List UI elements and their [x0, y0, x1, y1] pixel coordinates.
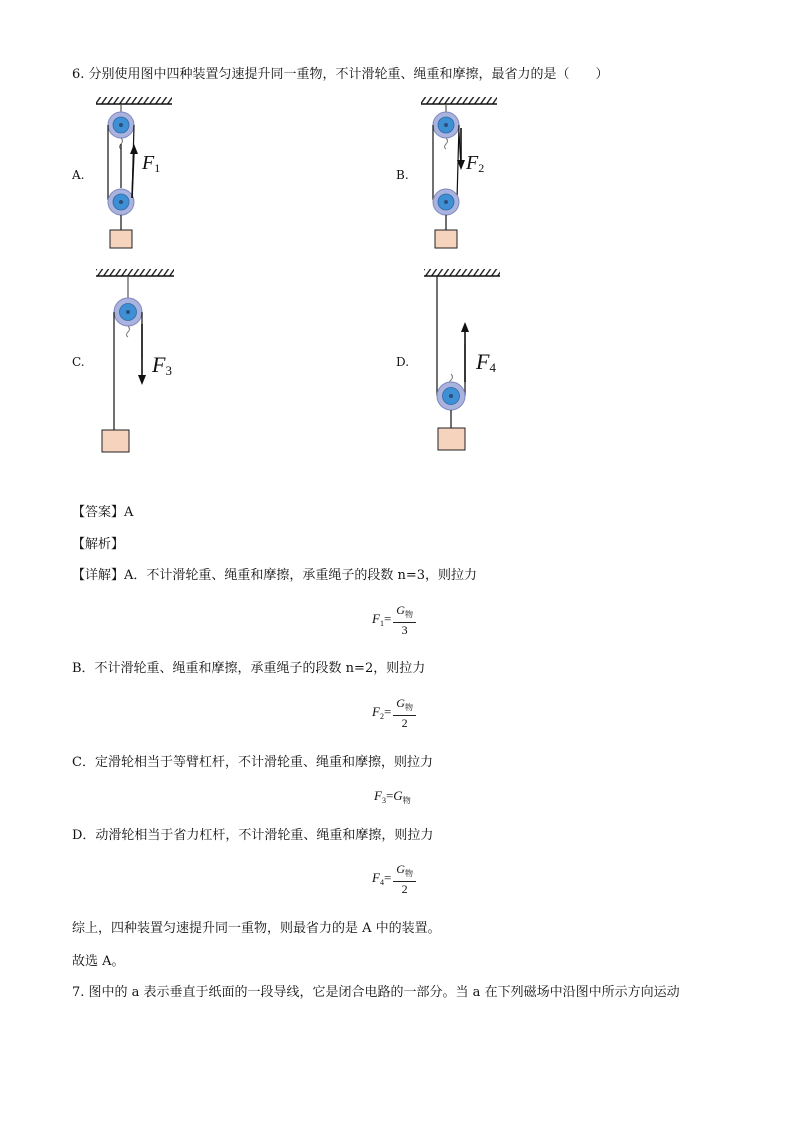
formula-f3-eq: = [385, 788, 394, 803]
formula-f1-fraction [393, 603, 416, 637]
formula-f3 [374, 788, 411, 806]
weight-a [110, 230, 132, 248]
figure-c-fixed-pulley [92, 264, 202, 456]
fixed-pulley-c [114, 298, 142, 326]
label-f2-sub: 2 [478, 161, 485, 175]
ceiling-c [96, 269, 174, 276]
fixed-pulley-b [433, 112, 459, 138]
detail-b-text: B．不计滑轮重、绳重和摩擦，承重绳子的段数 n=2，则拉力 [72, 661, 426, 676]
label-f3-letter: F [152, 352, 166, 377]
label-f1-sub: 1 [154, 161, 161, 175]
formula-f2-eq: = [383, 703, 392, 719]
movable-pulley-d [437, 382, 465, 410]
arrow-f4 [461, 322, 469, 382]
formula-f3-rhs-sub: 物 [402, 796, 411, 805]
formula-f2-num: G [396, 696, 405, 710]
label-f2-letter: F [466, 152, 479, 174]
formula-f2 [372, 696, 416, 730]
label-f1 [142, 152, 160, 176]
arrow-f1 [130, 144, 138, 198]
formula-f2-fraction [393, 696, 416, 730]
label-f3-sub: 3 [165, 363, 172, 378]
fixed-pulley-a [108, 112, 134, 138]
weight-c [102, 430, 129, 452]
formula-f1-num: G [396, 603, 405, 617]
formula-f1 [372, 603, 416, 637]
formula-f1-lhs: F [372, 610, 380, 626]
formula-f2-lhs: F [372, 703, 380, 719]
formula-f4 [372, 862, 416, 896]
ceiling-b [421, 97, 497, 104]
ceiling-a [96, 97, 172, 104]
summary-text: 综上，四种装置匀速提升同一重物，则最省力的是 A 中的装置。 [72, 921, 441, 936]
detail-a-text: 【详解】A．不计滑轮重、绳重和摩擦，承重绳子的段数 n=3，则拉力 [72, 568, 478, 583]
arrow-f3 [138, 324, 146, 385]
formula-f4-num-sub: 物 [404, 869, 413, 878]
hook-c [127, 326, 130, 337]
formula-f4-lhs: F [372, 869, 380, 885]
option-c-label: C. [72, 355, 85, 369]
weight-d [438, 428, 465, 450]
formula-f4-eq: = [383, 869, 392, 885]
formula-f1-num-sub: 物 [404, 610, 413, 619]
formula-f4-fraction [393, 862, 416, 896]
label-f2 [466, 152, 484, 176]
weight-b [435, 230, 457, 248]
movable-pulley-b [433, 189, 459, 215]
hook-b [445, 138, 448, 149]
formula-f4-num: G [396, 862, 405, 876]
figure-d-movable-pulley [420, 264, 530, 456]
formula-f1-den: 3 [401, 623, 408, 637]
answer-line: 【答案】A [72, 505, 134, 520]
formula-f2-num-sub: 物 [404, 703, 413, 712]
movable-pulley-a [108, 189, 134, 215]
ceiling-d [424, 269, 500, 276]
option-b-label: B. [396, 168, 409, 182]
formula-f4-lhs-sub: 4 [379, 877, 384, 887]
formula-f4-den: 2 [401, 882, 408, 896]
formula-f3-rhs: G [393, 788, 403, 803]
detail-d-text: D．动滑轮相当于省力杠杆，不计滑轮重、绳重和摩擦，则拉力 [72, 828, 434, 843]
label-f3 [152, 352, 172, 379]
formula-f1-eq: = [383, 610, 392, 626]
label-f4 [476, 349, 496, 376]
formula-f2-den: 2 [401, 716, 408, 730]
choice-text: 故选 A。 [72, 954, 125, 969]
question-6-text: 6. 分别使用图中四种装置匀速提升同一重物，不计滑轮重、绳重和摩擦，最省力的是（ ） [72, 67, 609, 82]
question-7-text: 7. 图中的 a 表示垂直于纸面的一段导线，它是闭合电路的一部分。当 a 在下列磁场中沿图中所示方向运动 [72, 985, 680, 1000]
formula-f2-lhs-sub: 2 [379, 711, 384, 721]
formula-f3-lhs-sub: 3 [381, 796, 386, 805]
label-f4-sub: 4 [489, 360, 496, 375]
detail-c-text: C．定滑轮相当于等臂杠杆，不计滑轮重、绳重和摩擦，则拉力 [72, 755, 433, 770]
formula-f3-lhs: F [374, 788, 382, 803]
label-f4-letter: F [476, 349, 490, 374]
analysis-heading: 【解析】 [72, 537, 125, 552]
option-a-label: A. [72, 168, 85, 182]
formula-f1-lhs-sub: 1 [379, 618, 384, 628]
label-f1-letter: F [142, 152, 155, 174]
option-d-label: D. [396, 355, 410, 369]
